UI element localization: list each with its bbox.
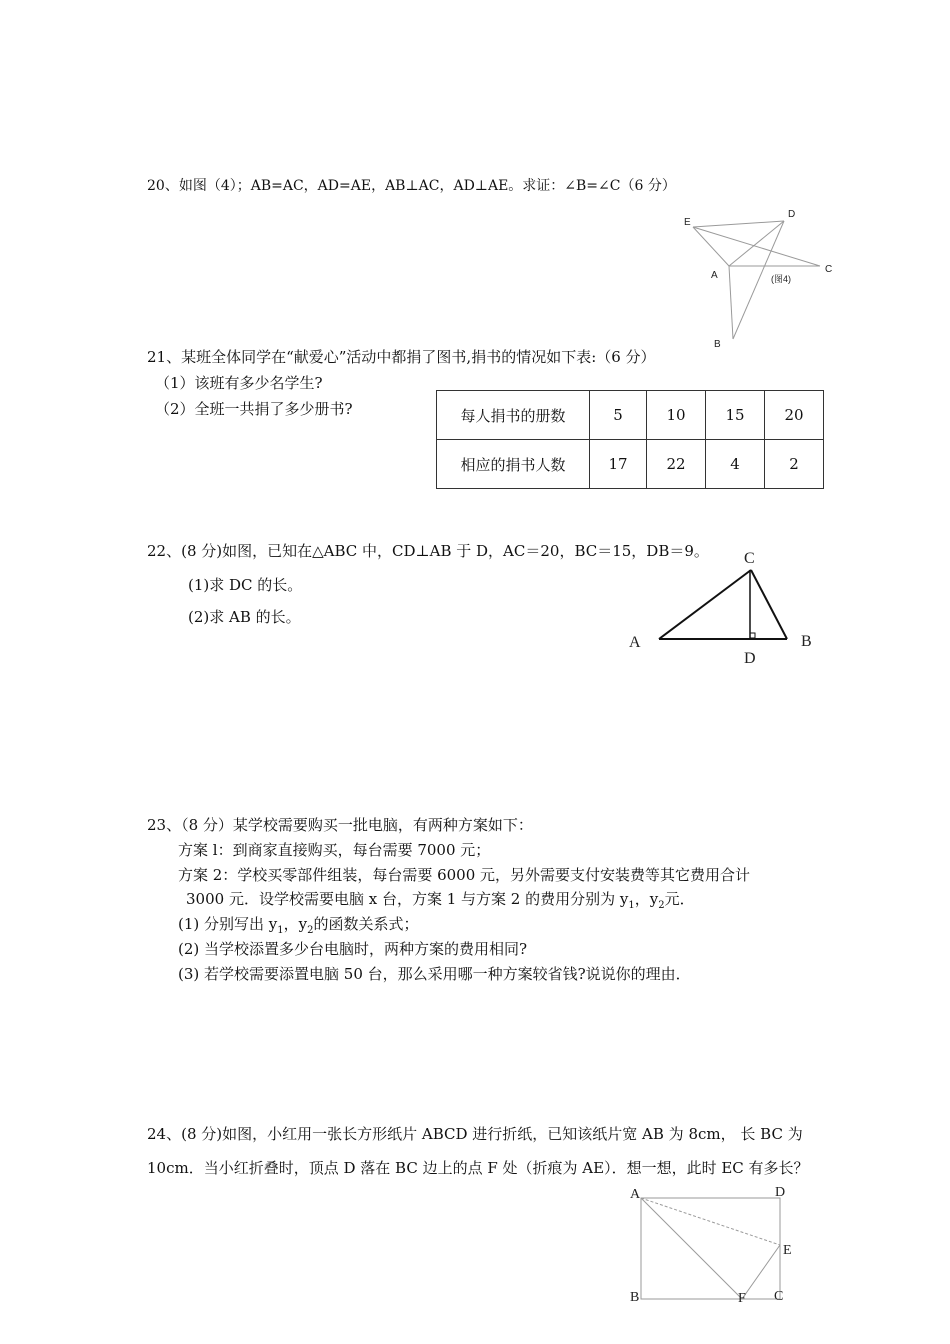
text-segment: 3000 元．设学校需要电脑 x 台，方案 1 与方案 2 的费用分别为 y — [186, 890, 629, 908]
donation-table — [436, 390, 824, 489]
subscript: 2 — [658, 900, 665, 911]
q21-text: 21、某班全体同学在“献爱心”活动中都捐了图书,捐书的情况如下表:（6 分） — [147, 348, 656, 366]
label-a: A — [630, 1187, 641, 1202]
row-header: 每人捐书的册数 — [437, 391, 590, 440]
triangle-abc-figure — [620, 543, 820, 673]
rectangle-abcd — [641, 1198, 780, 1299]
q23-sub1 — [178, 917, 419, 936]
table-row — [437, 391, 824, 440]
fold-line-ae — [641, 1198, 780, 1245]
q22-sub1: (1)求 DC 的长。 — [188, 576, 303, 594]
label-c: C — [825, 264, 833, 275]
table-row — [437, 440, 824, 489]
segment-af — [641, 1198, 742, 1299]
label-a: A — [629, 634, 641, 651]
folding-rectangle-figure — [622, 1183, 802, 1313]
segment-da — [729, 221, 784, 266]
q23-plan2-line1: 方案 2：学校买零部件组装，每台需要 6000 元，另外需要支付安装费等其它费用合计 — [178, 866, 751, 884]
label-c: C — [774, 1289, 784, 1304]
segment-bc — [751, 570, 787, 639]
label-c: C — [744, 550, 755, 567]
table-cell: 10 — [647, 391, 706, 440]
text-segment: ，y — [634, 890, 659, 908]
text-segment: ，y — [283, 915, 308, 933]
table-cell: 5 — [590, 391, 647, 440]
q24-line1: 24、(8 分)如图，小红用一张长方形纸片 ABCD 进行折纸，已知该纸片宽 AB 为 8cm， 长 BC 为 — [147, 1125, 803, 1143]
segment-ec — [693, 227, 820, 266]
q23-text: 23、（8 分）某学校需要购买一批电脑，有两种方案如下： — [147, 816, 533, 834]
q23-sub2: (2) 当学校添置多少台电脑时，两种方案的费用相同? — [178, 940, 528, 958]
q23-sub3: (3) 若学校需要添置电脑 50 台，那么采用哪一种方案较省钱?说说你的理由． — [178, 965, 691, 983]
figure-caption: (图4) — [771, 274, 791, 284]
table-cell: 17 — [590, 440, 647, 489]
q22-text: 22、(8 分)如图，已知在△ABC 中，CD⊥AB 于 D，AC＝20，BC＝15，DB＝9。 — [147, 542, 709, 560]
q21-sub1: （1）该班有多少名学生? — [155, 374, 323, 392]
q22-sub2: (2)求 AB 的长。 — [188, 608, 301, 626]
table-cell: 15 — [706, 391, 765, 440]
label-d: D — [775, 1185, 786, 1200]
label-d: D — [788, 209, 796, 220]
q24-line2: 10cm．当小红折叠时，顶点 D 落在 BC 边上的点 F 处（折痕为 AE）．想一想，此时 EC 有多长？ — [147, 1159, 809, 1177]
subscript: 2 — [307, 925, 314, 936]
label-d: D — [744, 650, 756, 667]
label-e: E — [684, 217, 691, 228]
label-f: F — [738, 1291, 746, 1306]
label-b: B — [630, 1290, 640, 1305]
text-segment: 的函数关系式； — [313, 915, 419, 933]
subscript: 1 — [628, 900, 635, 911]
figure-4 — [675, 205, 855, 350]
label-b: B — [801, 633, 812, 650]
q23-plan2-line2 — [186, 892, 695, 911]
q20-text: 20、如图（4）；AB=AC，AD=AE，AB⊥AC，AD⊥AE。求证：∠B=∠C（6 分） — [147, 178, 676, 194]
segment-ac — [659, 570, 751, 639]
table-cell: 22 — [647, 440, 706, 489]
table-cell: 2 — [765, 440, 824, 489]
table-cell: 4 — [706, 440, 765, 489]
q23-plan1: 方案 l：到商家直接购买，每台需要 7000 元； — [178, 841, 491, 859]
segment-ab — [729, 266, 733, 339]
subscript: 1 — [277, 925, 284, 936]
table-cell: 20 — [765, 391, 824, 440]
segment-ed — [693, 221, 784, 227]
row-header: 相应的捐书人数 — [437, 440, 590, 489]
label-e: E — [783, 1243, 792, 1258]
text-segment: (1) 分别写出 y — [178, 915, 278, 933]
q21-sub2: （2）全班一共捐了多少册书? — [155, 400, 353, 418]
text-segment: 元． — [664, 890, 695, 908]
label-a: A — [711, 270, 718, 281]
label-b: B — [714, 339, 721, 350]
